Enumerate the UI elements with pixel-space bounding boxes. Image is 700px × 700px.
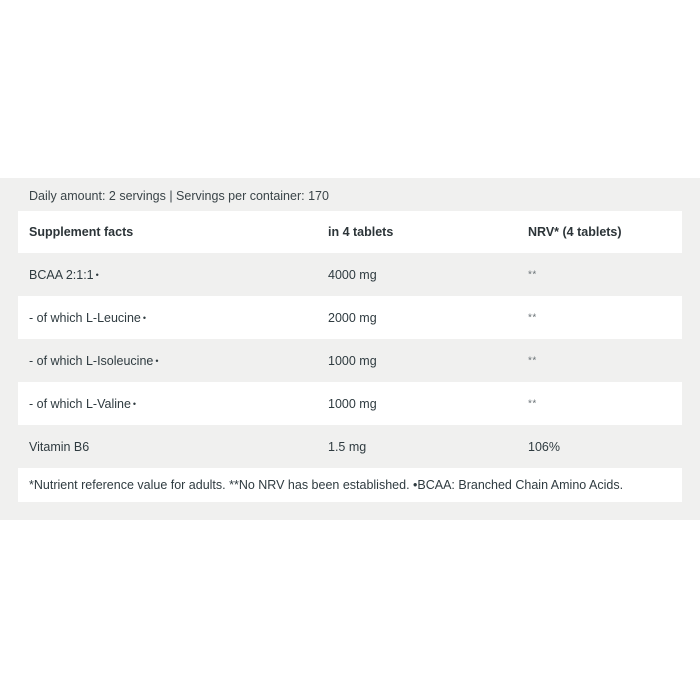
supplement-facts-panel (0, 178, 700, 520)
header-supplement-facts: Supplement facts (29, 225, 134, 239)
row-name (29, 354, 159, 368)
header-nrv: NRV* (4 tablets) (528, 225, 622, 239)
footnote-text: *Nutrient reference value for adults. **No NRV has been established. •BCAA: Branched Chain Amino Acids. (29, 478, 624, 492)
table-row (18, 296, 682, 339)
row-amount: 2000 mg (328, 310, 377, 325)
row-name-text: Vitamin B6 (29, 439, 90, 454)
row-name (29, 311, 146, 325)
row-name-text: - of which L-Leucine (29, 310, 141, 325)
table-row (18, 339, 682, 382)
footnote-row (18, 468, 682, 502)
row-nrv: 106% (528, 439, 560, 454)
bcaa-bullet: • (95, 269, 99, 280)
table-row (18, 425, 682, 468)
table-row (18, 253, 682, 296)
row-nrv: ** (528, 355, 537, 366)
row-name (29, 440, 91, 454)
table-header-row (18, 211, 682, 253)
daily-amount-text: Daily amount: 2 servings | Servings per container: 170 (29, 189, 329, 203)
row-name (29, 397, 136, 411)
table-row (18, 382, 682, 425)
row-nrv: ** (528, 398, 537, 409)
row-nrv: ** (528, 312, 537, 323)
row-amount: 4000 mg (328, 267, 377, 282)
row-name-text: - of which L-Valine (29, 396, 131, 411)
row-amount: 1000 mg (328, 353, 377, 368)
bcaa-bullet: • (132, 398, 137, 409)
row-name-text: - of which L-Isoleucine (29, 353, 154, 368)
bcaa-bullet: • (142, 312, 147, 323)
row-name (29, 268, 99, 282)
row-nrv: ** (528, 269, 537, 280)
row-amount: 1000 mg (328, 396, 377, 411)
row-amount: 1.5 mg (328, 439, 367, 454)
bcaa-bullet: • (155, 355, 159, 366)
header-in-4-tablets: in 4 tablets (328, 225, 394, 239)
supplement-facts-table (18, 211, 682, 502)
row-name-text: BCAA 2:1:1 (29, 267, 94, 282)
